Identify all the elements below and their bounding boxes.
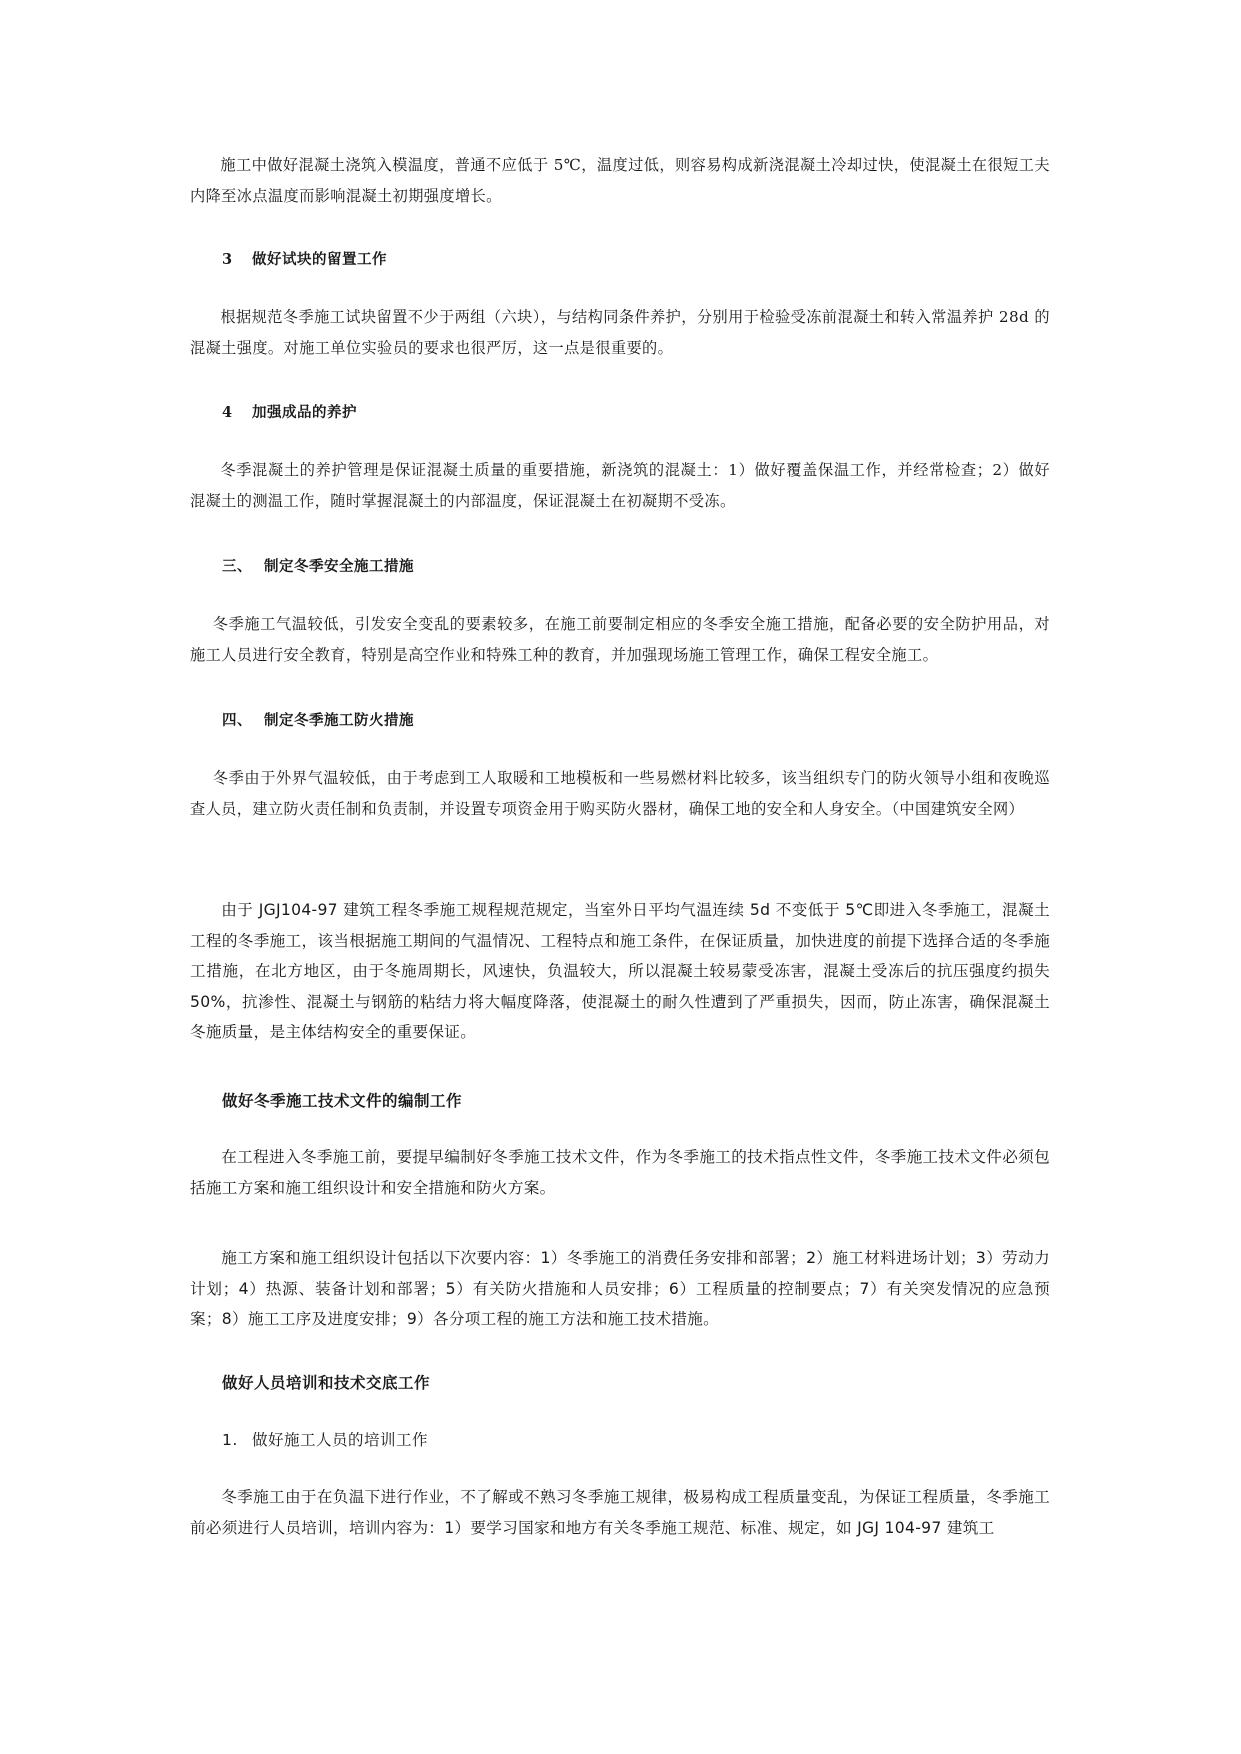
paragraph-text: 由于 JGJ104-97 建筑工程冬季施工规程规范规定，当室外日平均气温连续 5d 不变低于 5℃即进入冬季施工，混凝土工程的冬季施工，该当根据施工期间的气温情况、工程特点和施工条件，在保证质量，加快进度的前提下选择合适的冬季施工措施，在北方地区，由于冬施周期长，风速快，负温较大，所以混凝土较易蒙受冻害，混凝土受冻后的抗压强度约损失 50%，抗渗性、混凝土与钢筋的粘结力将大幅度降落，使混凝土的耐久性遭到了严重损失，因而，防止冻害，确保混凝土冬施质量，是主体结构安全的重要保证。	[190, 901, 1050, 1041]
paragraph-fire-prevention	[190, 763, 1050, 824]
paragraph-text: 冬季施工气温较低，引发安全变乱的要素较多，在施工前要制定相应的冬季安全施工措施，配备必要的安全防护用品，对施工人员进行安全教育，特别是高空作业和特殊工种的教育，并加强现场施工管理工作，确保工程安全施工。	[190, 615, 1050, 664]
heading-text: 加强成品的养护	[252, 404, 357, 421]
heading-text: 制定冬季施工防火措施	[264, 712, 414, 729]
heading-number: 3	[222, 251, 233, 268]
paragraph-text: 施工方案和施工组织设计包括以下次要内容：1）冬季施工的消费任务安排和部署；2）施工材料进场计划；3）劳动力计划；4）热源、装备计划和部署；5）有关防火措施和人员安排；6）工程质量的控制要点；7）有关突发情况的应急预案；8）施工工序及进度安排；9）各分项工程的施工方法和施工技术措施。	[190, 1249, 1050, 1328]
heading-text: 制定冬季安全施工措施	[264, 558, 414, 575]
paragraph-text: 冬季由于外界气温较低，由于考虑到工人取暖和工地模板和一些易燃材料比较多，该当组织专门的防火领导小组和夜晚巡查人员，建立防火责任制和负责制，并设置专项资金用于购买防火器材，确保工地的安全和人身安全。（中国建筑安全网）	[190, 769, 1050, 818]
heading-number: 三、	[222, 558, 252, 575]
paragraph-test-blocks	[190, 302, 1050, 363]
heading-test-block-retention	[222, 250, 387, 270]
paragraph-safety	[190, 609, 1050, 670]
paragraph-text: 根据规范冬季施工试块留置不少于两组（六块），与结构同条件养护，分别用于检验受冻前混凝土和转入常温养护 28d 的混凝土强度。对施工单位实验员的要求也很严厉，这一点是很重要的。	[190, 308, 1050, 357]
paragraph-construction-plan	[190, 1243, 1050, 1335]
heading-text: 做好施工人员的培训工作	[252, 1431, 429, 1449]
heading-number: 四、	[222, 712, 252, 729]
heading-number: 1.	[222, 1431, 238, 1449]
paragraph-text: 施工中做好混凝土浇筑入模温度，普通不应低于 5℃，温度过低，则容易构成新浇混凝土冷却过快，使混凝土在很短工夫内降至冰点温度而影响混凝土初期强度增长。	[190, 156, 1050, 205]
heading-text: 做好试块的留置工作	[252, 251, 387, 268]
paragraph-technical-documents	[190, 1142, 1050, 1203]
heading-text: 做好人员培训和技术交底工作	[222, 1374, 431, 1392]
heading-curing	[222, 403, 357, 423]
heading-safety-measures	[222, 557, 414, 577]
heading-number: 4	[222, 404, 233, 421]
paragraph-text: 在工程进入冬季施工前，要提早编制好冬季施工技术文件，作为冬季施工的技术指点性文件，冬季施工技术文件必须包括施工方案和施工组织设计和安全措施和防火方案。	[190, 1148, 1050, 1197]
heading-personnel-training	[222, 1373, 430, 1393]
paragraph-curing-management	[190, 455, 1050, 516]
heading-fire-prevention	[222, 711, 414, 731]
paragraph-training	[190, 1482, 1050, 1543]
paragraph-concrete-temperature	[190, 150, 1050, 211]
heading-technical-documents	[222, 1091, 462, 1111]
heading-worker-training	[222, 1430, 428, 1450]
paragraph-text: 冬季施工由于在负温下进行作业，不了解或不熟习冬季施工规律，极易构成工程质量变乱，为保证工程质量，冬季施工前必须进行人员培训，培训内容为：1）要学习国家和地方有关冬季施工规范、标准、规定，如 JGJ 104-97 建筑工	[190, 1488, 1050, 1537]
paragraph-winter-construction-rule	[190, 895, 1050, 1048]
paragraph-text: 冬季混凝土的养护管理是保证混凝土质量的重要措施，新浇筑的混凝土：1）做好覆盖保温工作，并经常检查；2）做好混凝土的测温工作，随时掌握混凝土的内部温度，保证混凝土在初凝期不受冻。	[190, 461, 1050, 510]
heading-text: 做好冬季施工技术文件的编制工作	[222, 1092, 463, 1110]
